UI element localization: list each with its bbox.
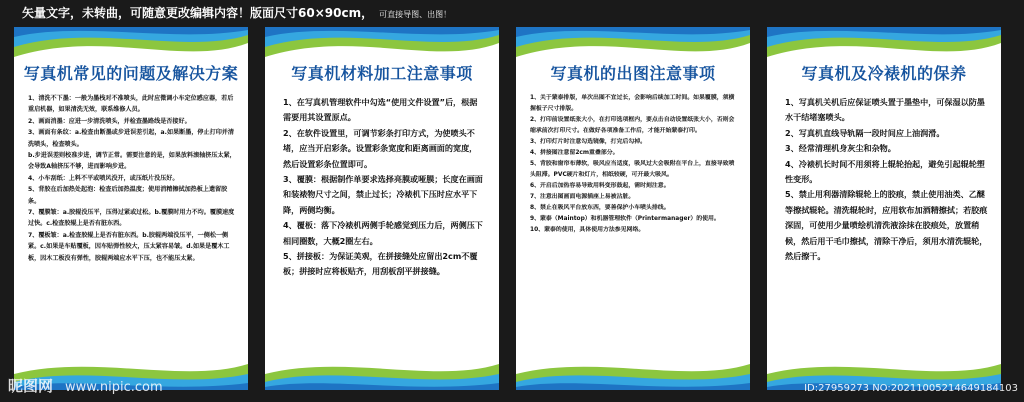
list-item: 1、关于蒙泰排版，单次出图不宜过长，会影响后续加工时间。如果覆膜，须横握板子尺寸排版。 (530, 95, 735, 112)
panel-title: 写真机及冷裱机的保养 (801, 64, 967, 83)
panel-title: 写真机材料加工注意事项 (291, 64, 473, 83)
panel-content-list (283, 95, 485, 280)
header-main-text: 矢量文字，未转曲，可随意更改编辑内容！版面尺寸60×90cm， (22, 6, 374, 20)
panel-title: 写真机常见的问题及解决方案 (23, 64, 239, 83)
list-item: 1、清洗不下墨：一般为墨栈对不准喷头，此时应微调小车定位感应器，若后重启机器，如果清洗无效，联系维修人员。 (28, 95, 234, 114)
panel-common-problems (14, 27, 248, 390)
list-item: 3、画面有条纹：a.检查由断墨或步进误差引起，a.如果断墨，停止打印并清洗喷头，检查喷头。 (28, 129, 234, 148)
list-item: 4、小车刮纸：上料不平或喷风没开，或压纸片没压好。 (28, 174, 179, 182)
list-item: 7、覆板皱：a.检查胶辊上是否有脏东西。b.胶辊两端没压平，一侧松一侧紧。c.如果是车贴覆板，因车贴弹性较大，压太紧容易皱。d.如果是覆木工板，因木工板没有弹性，胶辊两端应水平下压，也不能压太紧。 (28, 231, 230, 262)
list-item: 2、写真机直线导轨隔一段时间应上油润滑。 (785, 127, 945, 138)
list-item: 4、冷裱机长时间不用须将上辊轮抬起，避免引起辊轮塑性变形。 (785, 158, 985, 185)
panel-content-list (28, 93, 238, 264)
panel-printing-notes (516, 27, 750, 390)
list-item: 2、画面消墨：应进一步清洗喷头，并检查墨路线是否接好。 (28, 117, 191, 125)
list-item: 8、禁止在吸风平台放东西，要善保护小车喷头排线。 (530, 205, 670, 211)
list-item: 4、拼接图注意留2cm重叠部分。 (530, 150, 619, 156)
list-item: 7、覆膜皱：a.胶辊没压平，压得过紧或过松。b.覆膜时用力不均。覆膜速度过快。c.检查胶辊上是否有脏东西。 (28, 209, 235, 228)
list-item: 7、注意出图画面电源插座上易被沾脏。 (530, 194, 635, 200)
list-item: 6、开启后加热容易导致用料变形鼓起，需时刻注意。 (530, 183, 670, 189)
list-item: 5、背胶在后加热处起泡：检查后加热温度；使用消精擦拭加热板上遗留胶条。 (28, 186, 228, 205)
bottom-wave-decoration (516, 350, 750, 390)
list-item: 5、拼接板：为保证美观，在拼接缝处应留出2cm不覆板；拼接时应将板贴齐，用刮板刮平拼接缝。 (283, 251, 478, 277)
list-item: 5、禁止用利器清除辊轮上的胶痕，禁止使用油类、乙醚等擦拭辊轮。清洗辊轮时，应用软布加酒精擦拭；若胶痕深固，可使用少量喷绘机清洗液涂抹在胶痕处，放置稍候，然后用干毛巾擦拭，清除干净后，须用水清洗辊轮，然后擦干。 (785, 189, 988, 262)
list-item: 3、覆膜：根据制作单要求选择亮膜或哑膜；长度在画面和装裱物尺寸之间，禁止过长；冷裱机下压时应水平下降，两侧均衡。 (283, 174, 483, 215)
panel-content-list (785, 95, 989, 264)
list-item: b.步进误差则校准步进，调节正常。需要注意的是，如果放料滚轴挤压太紧，会导致A轴挤压不够，进而影响步进。 (28, 152, 236, 171)
list-item: 2、在软件设置里，可调节彩条打印方式，为使喷头不堵，应当开启彩条。设置彩条宽度和距离画面的宽度，然后设置彩条位置即可。 (283, 127, 478, 169)
list-item: 4、覆板：落下冷裱机两侧手轮感觉到压力后，两侧压下相同圈数，大概2圈左右。 (283, 220, 483, 246)
watermark-logo (8, 375, 163, 396)
panel-content-list (530, 93, 740, 236)
list-item: 3、经常清理机身灰尘和杂物。 (785, 143, 896, 154)
list-item: 5、背胶和窗帘布薄软，吸风应当适度，吸风过大会吸附在平台上，直接导致喷头阻滞。PVC硬片和灯片，相纸较硬，可开最大吸风。 (530, 161, 735, 178)
list-item: 9、蒙泰（Maintop）和机器管理软件（Printermanager）的使用。 (530, 216, 720, 222)
panel-title: 写真机的出图注意事项 (550, 64, 716, 83)
header-banner (22, 4, 451, 22)
list-item: 1、在写真机管理软件中勾选“使用文件设置”后，根据需要用其设置原点。 (283, 97, 478, 123)
panel-material-processing (265, 27, 499, 390)
bottom-wave-decoration (265, 350, 499, 390)
list-item: 10、蒙泰的使用，具体使用方法参见网络。 (530, 227, 645, 233)
watermark-id: ID:27959273 NO:20211005214649184103 (804, 383, 1018, 394)
list-item: 2、打印前设置纸张大小，在打印选项框内，要点击自动设置纸张大小，否则会缩承前次打印尺寸。在做好各项准备工作后，才能开始蒙泰打印。 (530, 117, 735, 134)
watermark-url: www.nipic.com (65, 380, 163, 395)
panel-maintenance (767, 27, 1001, 390)
list-item: 3、打印灯片时注意勾选镜像，打完后勾掉。 (530, 139, 647, 145)
list-item: 1、写真机关机后应保证喷头置于墨垫中，可保湿以防墨水干结堵塞喷头。 (785, 97, 985, 123)
header-note-text: 可直接导图、出图！ (379, 10, 452, 19)
watermark-logo-text: 昵图网 (8, 377, 54, 395)
